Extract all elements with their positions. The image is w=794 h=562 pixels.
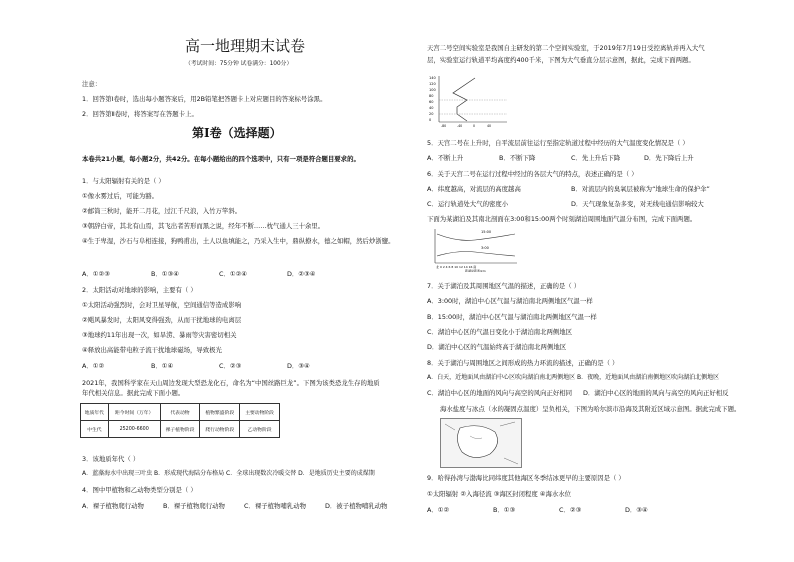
table-header: 主要动物阶段	[240, 404, 280, 421]
table-header: 植物繁盛阶段	[200, 404, 240, 421]
q6-option-a: A．纬度越高，对流层的高度越高	[427, 185, 521, 193]
q6-option-d: D．天气现象复杂多变，对无线电通信影响较大	[571, 200, 704, 208]
q5-option-c: C．先上升后下降	[571, 154, 621, 162]
q2-item: ③地球约11年出现一次，如旱涝、暴雨等灾害密切相关	[82, 331, 237, 339]
exam-info: （考试时间：75分钟 试卷满分：100分）	[185, 61, 293, 67]
q1-item: ①像水雾过后，可能为豁。	[82, 192, 159, 200]
table-cell: 裸子植物阶段	[160, 421, 200, 438]
geologic-table	[80, 403, 280, 438]
q1-item: ③朝辞白帝，其北有山焉，其飞出者苦形而黑之说，经年不断……枕气通人三十余里。	[82, 222, 325, 230]
q8-option-ab: A．白天，近地面风由湖泊中心区吹向湖泊南北两侧地区 B．夜晚，近地面风由湖泊南侧地区吹向湖泊北侧地区	[427, 374, 720, 381]
passage-fossil: 2021年，我国科学家在天山周边发现大型恐龙化石，命名为“中国丝路巨龙”。下图为该类恐龙生存的地质年代相关信息。据此完成下面小题。	[82, 379, 380, 397]
y-tick-label: 0	[429, 118, 432, 122]
x-tick-label: -40	[457, 124, 463, 128]
q4-option-a: A．裸子植物爬行动物	[82, 502, 144, 510]
section-desc: 本卷共21小题，每小题2分，共42分。在每小题给出的四个选项中，只有一项是符合题目要求的。	[82, 155, 360, 163]
atmosphere-layer-chart	[427, 74, 517, 128]
notice-1: 1．回答第Ⅰ卷时，选出每小题答案后，用2B铅笔把答题卡上对应题目的答案标号涂黑。	[82, 95, 327, 103]
q9-option-a: A．①②	[427, 506, 450, 514]
q5-option-b: B．不断下降	[499, 154, 536, 162]
q4-option-d: D．被子植物哺乳动物	[325, 502, 388, 510]
q1-option-b: B．①③④	[151, 270, 179, 278]
y-tick-label: 20	[429, 112, 434, 116]
q2-item: ①太阳活动强烈时，会对卫星导航，空间通信等造成影响	[82, 301, 242, 309]
y-tick-label: 140	[429, 76, 436, 80]
q4-option-c: C．裸子植物哺乳动物	[244, 502, 306, 510]
q8-option-c: C．湖泊中心区的地面的风向与高空的风向正好相同	[427, 389, 573, 397]
q6-option-b: B．对流层内的臭氧层被称为“地球生命的保护伞”	[571, 185, 710, 193]
q6-stem: 6．关于天宫二号在运行过程中经过的各层大气的特点，表述正确的是（ ）	[427, 170, 638, 178]
q9-option-c: C．②③	[559, 506, 582, 514]
table-cell: 中生代	[81, 421, 109, 438]
label-1500: 15:00	[481, 230, 492, 234]
q7-option-b: B．15:00时，湖泊中心区气温与湖泊南北两侧地区气温一样	[427, 313, 597, 321]
x-tick-label: 40	[487, 124, 492, 128]
lake-temperature-chart	[427, 226, 522, 272]
q2-option-a: A．①②	[82, 362, 105, 370]
q9-option-d: D．③④	[625, 506, 648, 514]
q5-option-d: D．先下降后上升	[644, 154, 694, 162]
q5-stem: 5．天宫二号在上升时，自平流层前往运行至指定轨道过程中经历的大气温度变化情况是（ ）	[427, 139, 689, 147]
label-300: 3:00	[481, 246, 489, 250]
q7-option-c: C．湖泊中心区的气温日变化小于湖泊南北两侧地区	[427, 328, 573, 336]
bay-outline	[457, 426, 497, 458]
q7-stem: 7．关于湖泊及其周围地区气温的描述，正确的是（ ）	[427, 282, 581, 290]
q1-stem: 1．与太阳辐射有关的是（ ）	[82, 177, 165, 185]
q8-option-d: D．湖泊中心区的地面的风向与高空的风向正好相反	[583, 389, 729, 397]
x-tick-label: 0	[473, 124, 476, 128]
q2-option-b: B．①④	[151, 362, 174, 370]
q9-stem: 9．哈得孙湾与渤海比同纬度其他海区冬季结冰更早的主要原因是（ ）	[427, 474, 625, 482]
q1-option-d: D．②③④	[287, 270, 316, 278]
temperature-curve	[453, 78, 475, 121]
q1-item: ④生于卑湿，沙石与阜相连接，狗鸭甫出，土人以鱼填能之，乃采入生中，鼎纵撩水，德之如帽，然后炒浙鹽。	[82, 237, 395, 245]
table-header: 距今时间（万年）	[108, 404, 160, 421]
q7-option-a: A．3:00时，湖泊中心区气温与湖泊南北两侧地区气温一样	[427, 297, 593, 305]
q8-stem: 8．关于湖泊与周围地区之间形成的热力环流的描述，正确的是（ ）	[427, 359, 619, 367]
q4-option-b: B．裸子植物爬行动物	[163, 502, 225, 510]
q1-option-a: A．①②③	[82, 270, 110, 278]
q2-option-d: D．③④	[287, 362, 310, 370]
q2-option-c: C．②③	[219, 362, 242, 370]
x-tick-label: -80	[441, 124, 447, 128]
bay-map	[440, 418, 522, 468]
exam-title: 高一地理期末试卷	[185, 37, 306, 55]
notice-label: 注意：	[82, 80, 102, 88]
y-tick-label: 120	[429, 82, 436, 86]
table-header: 代表动物	[160, 404, 200, 421]
curve-1500	[437, 234, 515, 240]
table-header: 地质年代	[81, 404, 109, 421]
q9-items: ①太阳辐射 ②入海径流 ③海区封闭程度 ④海水水位	[427, 490, 572, 498]
table-cell: 爬行动物阶段	[200, 421, 240, 438]
q2-item: ④释放出高能带电粒子流干扰地球磁场，导致极光	[82, 346, 222, 354]
passage-salinity: 海水盐度与冰点（水的凝固点温度）呈负相关，下图为哈尔滨市沿海及其附近区域示意图。据此完成下题。	[440, 405, 741, 413]
q4-stem: 4．图中甲植物和乙动物类型分别是（ ）	[82, 486, 197, 494]
table-cell: 乙动物阶段	[240, 421, 280, 438]
y-tick-label: 100	[429, 88, 436, 92]
q1-option-c: C．①②④	[219, 270, 248, 278]
q1-item: ②邮筒三秋时，能开二月花，过江千尺浪，入竹万竿斜。	[82, 207, 242, 215]
q2-item: ②飓风暴发时，太阳风变得强劲，从而干扰地球的电离层	[82, 316, 242, 324]
y-tick-label: 80	[429, 94, 434, 98]
x-axis-unit: 距湖岸距离/km	[465, 269, 486, 272]
q5-option-a: A．不断上升	[427, 154, 464, 162]
q3-options: A．蓝藻海水中出现三叶虫 B．形成现代海陆分布格局 C．全球出现数次冷暖交替 D．是地质历史主要的成煤期	[82, 470, 375, 477]
y-tick-label: 40	[429, 106, 434, 110]
q9-option-b: B．①③	[493, 506, 516, 514]
y-tick-label: 60	[429, 100, 434, 104]
q3-stem: 3．该地质年代（ ）	[82, 455, 140, 463]
notice-2: 2．回答第Ⅱ卷时，将答案写在答题卡上。	[82, 110, 198, 118]
passage-tiangong: 天宫二号空间实验室是我国自主研发的第二个空间实验室，于2019年7月19日受控离轨并再入大气层，实验室运行轨道平均高度约400千米，下图为大气垂直分层示意图，据此，完成下面两题。	[427, 44, 705, 64]
table-cell: 25200-6600	[108, 421, 160, 438]
section-title: 第Ⅰ卷（选择题）	[192, 126, 282, 140]
q7-option-d: D．湖泊中心区的气温始终高于湖泊南北两侧地区	[427, 343, 567, 351]
x-axis-ticks: 北 0 2 4 6 8 10 12 14 16 南	[436, 265, 477, 269]
curve-300	[437, 252, 515, 257]
q6-option-c: C．运行轨道处大气的密度小	[427, 200, 509, 208]
passage-lake: 下面为某湖泊及其南北剖面在3:00和15:00两个时刻湖泊周围地面气温分布图，完成下面两题。	[427, 215, 697, 223]
q2-stem: 2．太阳活动对地球的影响，主要有（ ）	[82, 286, 197, 294]
